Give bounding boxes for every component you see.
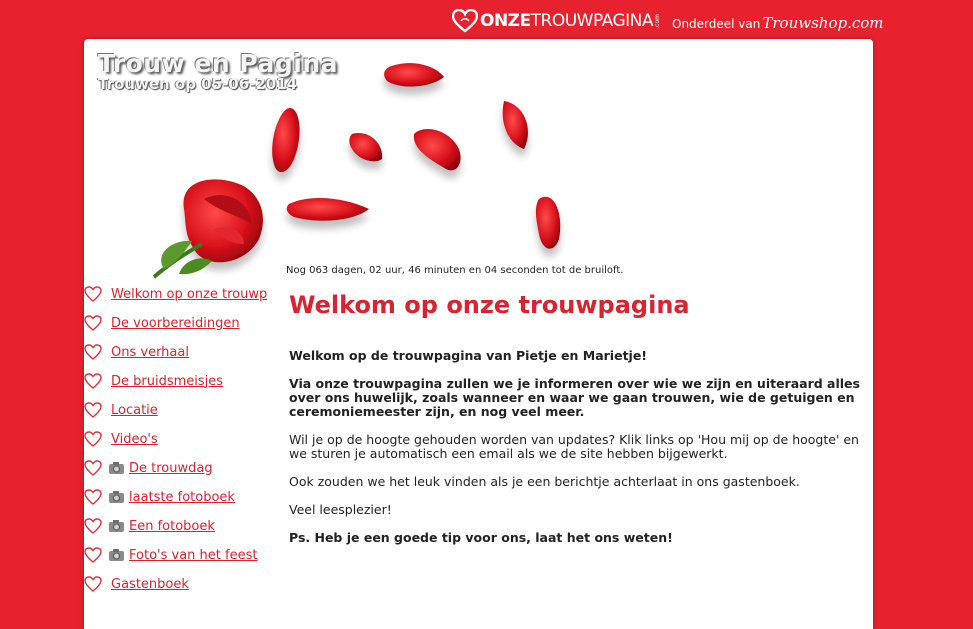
sidebar-item-laatste-fotoboek[interactable] — [84, 486, 235, 508]
sidebar-item-een-fotoboek[interactable] — [84, 515, 215, 537]
sidebar-item-label[interactable]: De trouwdag — [129, 460, 213, 476]
intro-paragraph: Welkom op de trouwpagina van Pietje en Marietje! — [289, 348, 648, 363]
heart-icon — [84, 460, 102, 476]
sidebar-item-label[interactable]: Video's — [111, 431, 158, 447]
camera-icon — [108, 548, 126, 562]
sidebar-item-label[interactable]: De bruidsmeisjes — [111, 373, 224, 389]
heart-icon — [84, 576, 102, 592]
sidebar-item-locatie[interactable] — [84, 399, 158, 421]
heart-icon — [84, 547, 102, 563]
updates-paragraph: Wil je op de hoogte gehouden worden van updates? Klik links op 'Hou mij op de hoogte' en we sturen je automatisch een email als we de site hebben bijgewerkt. — [289, 432, 859, 461]
heart-icon — [84, 518, 102, 534]
reading-paragraph: Veel leesplezier! — [289, 502, 392, 517]
page-title: Welkom op onze trouwpagina — [289, 291, 690, 319]
sidebar-item-label[interactable]: Ons verhaal — [111, 344, 189, 360]
heart-icon — [84, 344, 102, 360]
sidebar-item-bruidsmeisjes[interactable] — [84, 370, 223, 392]
sidebar-item-welkom[interactable] — [84, 283, 267, 305]
main-content — [289, 291, 869, 559]
sidebar-item-label[interactable]: laatste fotoboek — [129, 489, 235, 505]
heart-icon — [84, 489, 102, 505]
sidebar-item-ons-verhaal[interactable] — [84, 341, 189, 363]
heart-icon — [84, 315, 102, 331]
camera-icon — [108, 461, 126, 475]
brand-tagline[interactable] — [672, 14, 884, 32]
sidebar-item-label[interactable]: Locatie — [111, 402, 158, 418]
info-paragraph: Via onze trouwpagina zullen we je informeren over wie we zijn en uiteraard alles over ons huwelijk, zoals wanneer en waar we gaan trouwen, wie de getuigen en ceremoniemeester zijn, en nog veel meer. — [289, 376, 860, 419]
sidebar-item-label[interactable]: Een fotoboek — [129, 518, 215, 534]
sidebar-item-label[interactable]: Gastenboek — [111, 576, 189, 592]
main-panel — [84, 39, 873, 629]
camera-icon — [108, 519, 126, 533]
brand-name-light: TROUWPAGINA — [530, 11, 653, 31]
wedding-countdown: Nog 063 dagen, 02 uur, 46 minuten en 04 seconden tot de bruiloft. — [286, 265, 624, 276]
heart-icon — [84, 286, 102, 302]
site-subtitle: Trouwen op 05-06-2014 — [98, 75, 298, 93]
tip-paragraph: Ps. Heb je een goede tip voor ons, laat het ons weten! — [289, 530, 673, 545]
sidebar-item-videos[interactable] — [84, 428, 158, 450]
sidebar-item-trouwdag[interactable] — [84, 457, 213, 479]
sidebar-item-label[interactable]: De voorbereidingen — [111, 315, 240, 331]
sidebar-item-voorbereidingen[interactable] — [84, 312, 240, 334]
heart-icon — [84, 402, 102, 418]
guestbook-paragraph: Ook zouden we het leuk vinden als je een berichtje achterlaat in ons gastenboek. — [289, 474, 800, 489]
heart-icon — [84, 373, 102, 389]
brand-logo[interactable] — [452, 6, 661, 36]
site-title: Trouw en Pagina — [98, 49, 339, 78]
brand-name-bold: ONZE — [480, 11, 531, 31]
tagline-text: Onderdeel van — [672, 17, 761, 31]
sidebar-item-gastenboek[interactable] — [84, 573, 189, 595]
sidebar-item-label[interactable]: Foto's van het feest — [129, 547, 258, 563]
sidebar-item-fotos-feest[interactable] — [84, 544, 257, 566]
heart-icon — [84, 431, 102, 447]
trouwshop-logo: Trouwshop.com — [762, 14, 884, 32]
heart-logo-icon — [452, 9, 478, 33]
brand-tld: .com — [653, 13, 661, 29]
sidebar-item-label[interactable]: Welkom op onze trouwp — [111, 286, 268, 302]
camera-icon — [108, 490, 126, 504]
